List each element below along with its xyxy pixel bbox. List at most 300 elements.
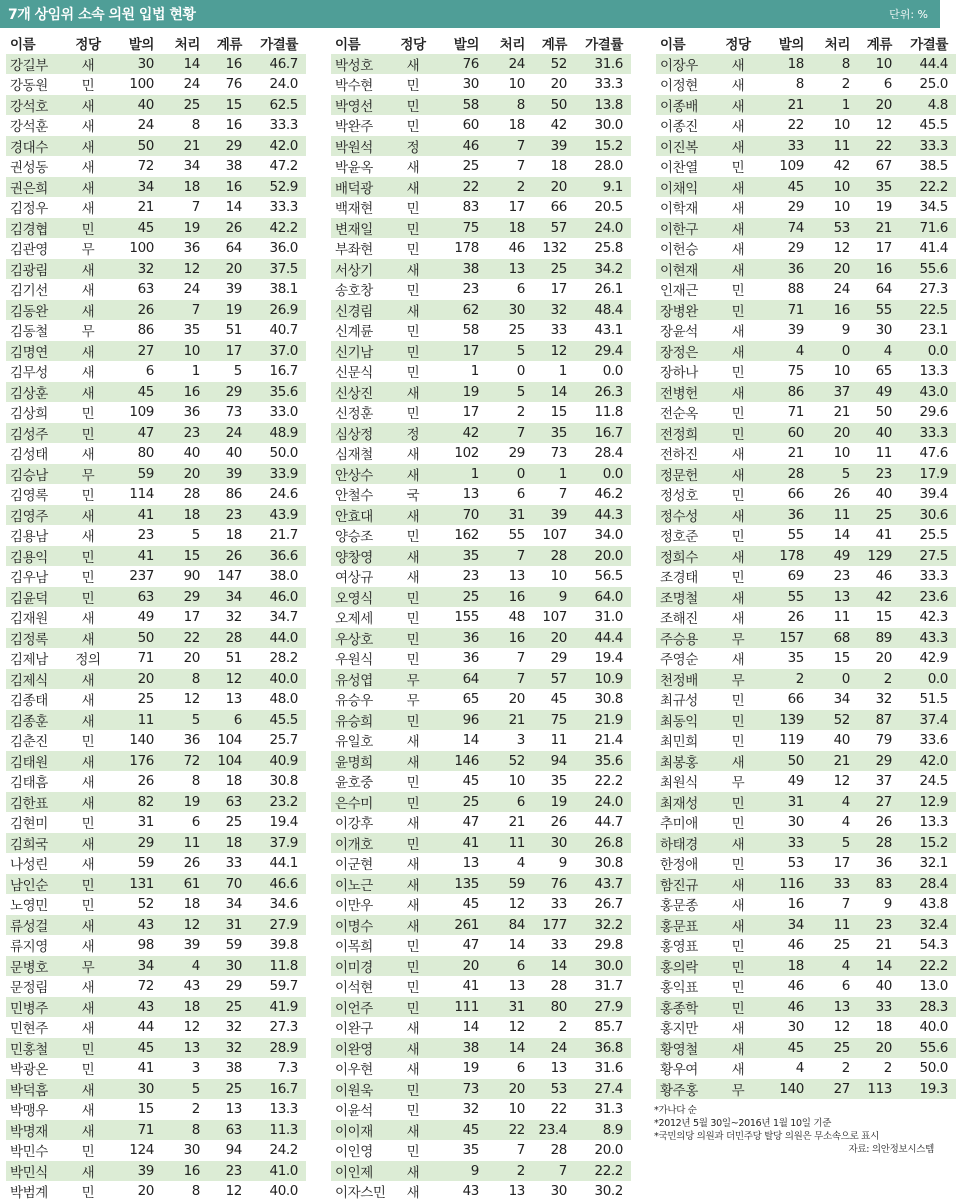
table-cell: 이현재 <box>660 262 698 279</box>
table-cell: 44 <box>137 1019 154 1036</box>
table-cell: 24.6 <box>269 486 298 503</box>
table-cell: 27.4 <box>594 1080 623 1097</box>
table-cell: 47.2 <box>269 158 298 175</box>
table-cell: 107 <box>542 527 567 544</box>
table-cell: 12 <box>833 1019 850 1036</box>
table-cell: 16 <box>833 301 850 318</box>
column-header: 정당 <box>400 37 426 54</box>
table-cell: 50.0 <box>269 445 298 462</box>
table-cell: 민 <box>731 570 745 587</box>
table-row <box>331 915 631 936</box>
table-cell: 46 <box>462 137 479 154</box>
table-cell: 21.9 <box>594 711 623 728</box>
table-cell: 12 <box>508 1019 525 1036</box>
table-cell: 28.4 <box>594 445 623 462</box>
table-cell: 94 <box>225 1142 242 1159</box>
table-cell: 40 <box>137 96 154 113</box>
table-cell: 17 <box>833 855 850 872</box>
table-cell: 41 <box>462 834 479 851</box>
table-row <box>331 464 631 485</box>
table-cell: 20 <box>833 424 850 441</box>
table-cell: 28.0 <box>594 158 623 175</box>
unit-label: 단위: % <box>889 8 928 21</box>
table-cell: 20 <box>183 465 200 482</box>
column-header: 가결률 <box>260 37 298 54</box>
table-cell: 39 <box>137 1162 154 1179</box>
table-cell: 8 <box>191 773 200 790</box>
table-row <box>331 197 631 218</box>
table-cell: 0.0 <box>927 342 948 359</box>
table-row <box>656 874 956 895</box>
table-cell: 25 <box>462 588 479 605</box>
table-cell: 25 <box>833 937 850 954</box>
table-header-row <box>6 33 306 54</box>
table-row <box>6 751 306 772</box>
table-cell: 새 <box>731 836 745 853</box>
table-cell: 30 <box>787 814 804 831</box>
table-row <box>6 115 306 136</box>
table-row <box>656 730 956 751</box>
table-cell: 104 <box>217 752 242 769</box>
table-cell: 13 <box>833 588 850 605</box>
table-cell: 민 <box>406 795 420 812</box>
table-cell: 전하진 <box>660 447 698 464</box>
column-header: 계류 <box>541 37 567 54</box>
table-cell: 80 <box>550 998 567 1015</box>
table-cell: 배덕광 <box>335 180 373 197</box>
table-row <box>6 894 306 915</box>
table-cell: 63 <box>137 281 154 298</box>
table-cell: 36 <box>183 404 200 421</box>
table-cell: 22 <box>550 1101 567 1118</box>
table-cell: 61 <box>183 875 200 892</box>
table-cell: 50 <box>787 752 804 769</box>
table-cell: 추미애 <box>660 816 698 833</box>
table-cell: 7 <box>516 158 525 175</box>
table-row <box>6 95 306 116</box>
table-cell: 김동철 <box>10 324 48 341</box>
table-cell: 4.8 <box>927 96 948 113</box>
table-cell: 이강후 <box>335 816 373 833</box>
table-cell: 28.9 <box>269 1039 298 1056</box>
table-row <box>656 689 956 710</box>
table-cell: 5 <box>191 1080 200 1097</box>
table-row <box>6 1079 306 1100</box>
table-cell: 최원식 <box>660 775 698 792</box>
table-cell: 5 <box>191 711 200 728</box>
table-cell: 16.7 <box>269 1080 298 1097</box>
table-row <box>331 443 631 464</box>
table-cell: 23.4 <box>538 1121 567 1138</box>
table-cell: 7 <box>558 1162 567 1179</box>
table-row <box>331 1017 631 1038</box>
table-cell: 33.3 <box>919 424 948 441</box>
table-row <box>6 997 306 1018</box>
table-row <box>331 423 631 444</box>
table-cell: 45 <box>787 1039 804 1056</box>
table-cell: 49 <box>137 609 154 626</box>
table-cell: 민 <box>406 631 420 648</box>
table-cell: 45 <box>137 1039 154 1056</box>
table-cell: 27.9 <box>594 998 623 1015</box>
table-cell: 34.0 <box>594 527 623 544</box>
table-cell: 46 <box>787 998 804 1015</box>
table-cell: 박민식 <box>10 1164 48 1181</box>
table-row <box>656 546 956 567</box>
table-cell: 45 <box>787 178 804 195</box>
table-cell: 71 <box>787 404 804 421</box>
table-row <box>6 341 306 362</box>
table-cell: 민 <box>81 78 95 95</box>
table-row <box>656 587 956 608</box>
table-cell: 13 <box>225 691 242 708</box>
table-cell: 13 <box>462 855 479 872</box>
table-cell: 33.0 <box>269 404 298 421</box>
table-row <box>6 874 306 895</box>
table-cell: 41 <box>462 978 479 995</box>
table-cell: 28.3 <box>919 998 948 1015</box>
table-cell: 31.6 <box>594 55 623 72</box>
table-row <box>6 956 306 977</box>
table-cell: 16 <box>508 588 525 605</box>
table-cell: 116 <box>779 875 804 892</box>
table-cell: 20 <box>137 1183 154 1200</box>
table-cell: 35 <box>550 424 567 441</box>
table-cell: 30.0 <box>594 117 623 134</box>
table-cell: 7 <box>516 670 525 687</box>
table-cell: 황우여 <box>660 1062 698 1079</box>
table-cell: 32.2 <box>594 916 623 933</box>
table-cell: 14 <box>225 199 242 216</box>
table-cell: 124 <box>129 1142 154 1159</box>
table-cell: 100 <box>129 76 154 93</box>
table-row <box>656 566 956 587</box>
table-row <box>6 361 306 382</box>
table-cell: 66 <box>787 691 804 708</box>
table-cell: 45 <box>137 219 154 236</box>
table-cell: 17 <box>462 404 479 421</box>
table-cell: 33.3 <box>269 199 298 216</box>
table-row <box>656 1017 956 1038</box>
table-cell: 민 <box>731 488 745 505</box>
column-header: 이름 <box>10 37 36 54</box>
table-cell: 129 <box>867 547 892 564</box>
table-cell: 새 <box>81 365 95 382</box>
table-cell: 2 <box>883 1060 892 1077</box>
table-cell: 27.3 <box>269 1019 298 1036</box>
table-cell: 민 <box>406 713 420 730</box>
table-cell: 0.0 <box>602 363 623 380</box>
table-cell: 36 <box>787 506 804 523</box>
table-cell: 강길부 <box>10 57 48 74</box>
table-cell: 12 <box>833 773 850 790</box>
table-cell: 69 <box>787 568 804 585</box>
table-cell: 여상규 <box>335 570 373 587</box>
table-cell: 18 <box>225 834 242 851</box>
table-cell: 장정은 <box>660 344 698 361</box>
table-cell: 21 <box>787 445 804 462</box>
table-cell: 새 <box>731 201 745 218</box>
table-cell: 32 <box>550 301 567 318</box>
table-cell: 12 <box>508 896 525 913</box>
table-cell: 김상훈 <box>10 385 48 402</box>
table-cell: 6 <box>516 1060 525 1077</box>
table-cell: 11 <box>833 137 850 154</box>
table-cell: 민 <box>406 119 420 136</box>
table-cell: 18 <box>183 896 200 913</box>
table-cell: 63 <box>225 793 242 810</box>
table-cell: 새 <box>731 242 745 259</box>
table-cell: 18 <box>508 219 525 236</box>
table-cell: 10.9 <box>594 670 623 687</box>
table-cell: 민 <box>406 836 420 853</box>
table-cell: 4 <box>841 793 850 810</box>
table-cell: 13 <box>508 568 525 585</box>
table-cell: 2 <box>841 1060 850 1077</box>
table-cell: 새 <box>81 939 95 956</box>
table-cell: 38 <box>462 1039 479 1056</box>
table-cell: 31.6 <box>594 1060 623 1077</box>
table-cell: 23 <box>183 424 200 441</box>
table-cell: 12.9 <box>919 793 948 810</box>
table-cell: 34.2 <box>594 260 623 277</box>
table-cell: 10 <box>833 363 850 380</box>
table-cell: 새 <box>81 303 95 320</box>
table-row <box>656 484 956 505</box>
table-cell: 이헌승 <box>660 242 698 259</box>
table-row <box>6 197 306 218</box>
table-cell: 14 <box>508 937 525 954</box>
table-row <box>656 259 956 280</box>
table-cell: 33 <box>550 937 567 954</box>
table-cell: 12 <box>183 260 200 277</box>
table-cell: 김현미 <box>10 816 48 833</box>
table-cell: 31 <box>508 506 525 523</box>
table-row <box>6 628 306 649</box>
table-cell: 김종태 <box>10 693 48 710</box>
table-cell: 40.0 <box>919 1019 948 1036</box>
table-cell: 40 <box>183 445 200 462</box>
table-cell: 100 <box>129 240 154 257</box>
table-cell: 35 <box>875 178 892 195</box>
table-cell: 신문식 <box>335 365 373 382</box>
table-cell: 남인순 <box>10 877 48 894</box>
table-cell: 새 <box>731 898 745 915</box>
table-cell: 나성린 <box>10 857 48 874</box>
table-cell: 34.6 <box>269 896 298 913</box>
table-cell: 85.7 <box>594 1019 623 1036</box>
table-cell: 민 <box>406 1144 420 1161</box>
table-cell: 안상수 <box>335 467 373 484</box>
table-cell: 33.3 <box>594 76 623 93</box>
table-cell: 22.2 <box>594 773 623 790</box>
table-cell: 132 <box>542 240 567 257</box>
table-row <box>6 976 306 997</box>
table-cell: 64 <box>462 670 479 687</box>
table-cell: 23 <box>462 568 479 585</box>
table-cell: 22 <box>787 117 804 134</box>
table-cell: 25 <box>225 814 242 831</box>
table-cell: 24 <box>833 281 850 298</box>
table-cell: 30 <box>183 1142 200 1159</box>
table-cell: 11.8 <box>594 404 623 421</box>
table-cell: 새 <box>81 283 95 300</box>
table-header-row <box>331 33 631 54</box>
table-cell: 36 <box>183 732 200 749</box>
table-row <box>331 976 631 997</box>
table-cell: 48.9 <box>269 424 298 441</box>
table-row <box>656 1058 956 1079</box>
table-cell: 유일호 <box>335 734 373 751</box>
table-cell: 18 <box>225 773 242 790</box>
footnote: *국민의당 의원과 더민주당 탈당 의원은 무소속으로 표시 <box>654 1131 879 1142</box>
table-cell: 46 <box>787 937 804 954</box>
table-cell: 우상호 <box>335 631 373 648</box>
table-cell: 23 <box>137 527 154 544</box>
table-cell: 새 <box>406 467 420 484</box>
table-cell: 33.3 <box>919 137 948 154</box>
table-cell: 22 <box>183 629 200 646</box>
table-cell: 146 <box>454 752 479 769</box>
table-row <box>656 361 956 382</box>
table-cell: 김성주 <box>10 426 48 443</box>
table-cell: 46.6 <box>269 875 298 892</box>
table-cell: 140 <box>779 1080 804 1097</box>
table-cell: 162 <box>454 527 479 544</box>
table-cell: 2 <box>516 404 525 421</box>
table-cell: 14 <box>875 957 892 974</box>
table-cell: 23 <box>875 465 892 482</box>
table-cell: 19.4 <box>594 650 623 667</box>
table-cell: 21 <box>508 711 525 728</box>
table-cell: 58 <box>462 322 479 339</box>
table-cell: 59 <box>137 855 154 872</box>
table-cell: 양승조 <box>335 529 373 546</box>
table-cell: 김우남 <box>10 570 48 587</box>
table-cell: 39.4 <box>919 486 948 503</box>
column-header: 발의 <box>128 37 154 54</box>
table-cell: 새 <box>81 775 95 792</box>
table-cell: 민 <box>81 1041 95 1058</box>
table-cell: 이군현 <box>335 857 373 874</box>
table-cell: 정의 <box>75 652 101 669</box>
table-row <box>656 177 956 198</box>
table-cell: 33 <box>550 322 567 339</box>
table-cell: 86 <box>787 383 804 400</box>
table-cell: 27 <box>875 793 892 810</box>
table-cell: 13 <box>225 1101 242 1118</box>
table-row <box>6 443 306 464</box>
table-cell: 21 <box>508 814 525 831</box>
table-cell: 44.0 <box>269 629 298 646</box>
table-cell: 10 <box>833 445 850 462</box>
table-row <box>656 505 956 526</box>
table-cell: 류지영 <box>10 939 48 956</box>
table-cell: 민 <box>731 1000 745 1017</box>
table-row <box>331 546 631 567</box>
table-cell: 30 <box>462 76 479 93</box>
table-cell: 24 <box>137 117 154 134</box>
table-cell: 26.7 <box>594 896 623 913</box>
table-cell: 윤호중 <box>335 775 373 792</box>
table-cell: 무 <box>81 959 95 976</box>
table-row <box>6 423 306 444</box>
table-cell: 72 <box>137 158 154 175</box>
table-cell: 민 <box>81 406 95 423</box>
table-cell: 12 <box>183 691 200 708</box>
table-cell: 새 <box>81 508 95 525</box>
table-cell: 18 <box>508 117 525 134</box>
table-cell: 40 <box>875 424 892 441</box>
table-cell: 6 <box>841 978 850 995</box>
table-cell: 34 <box>137 178 154 195</box>
table-cell: 새 <box>81 57 95 74</box>
table-cell: 90 <box>183 568 200 585</box>
table-cell: 민 <box>406 242 420 259</box>
table-row <box>656 833 956 854</box>
table-row <box>656 956 956 977</box>
table-cell: 26 <box>225 219 242 236</box>
table-cell: 민 <box>406 1000 420 1017</box>
table-row <box>6 1140 306 1161</box>
table-cell: 76 <box>225 76 242 93</box>
table-cell: 33 <box>833 875 850 892</box>
table-cell: 0 <box>516 363 525 380</box>
table-cell: 41.0 <box>269 1162 298 1179</box>
table-cell: 민 <box>731 529 745 546</box>
table-cell: 김정우 <box>10 201 48 218</box>
table-cell: 새 <box>81 1000 95 1017</box>
table-cell: 5 <box>841 465 850 482</box>
table-cell: 16 <box>183 383 200 400</box>
table-cell: 김종훈 <box>10 713 48 730</box>
table-cell: 20.0 <box>594 1142 623 1159</box>
table-cell: 9.1 <box>602 178 623 195</box>
table-cell: 이인제 <box>335 1164 373 1181</box>
table-cell: 41 <box>137 547 154 564</box>
table-cell: 2 <box>516 1162 525 1179</box>
table-cell: 30 <box>508 301 525 318</box>
table-cell: 박덕흠 <box>10 1082 48 1099</box>
table-row <box>656 525 956 546</box>
column-header: 계류 <box>866 37 892 54</box>
table-cell: 25 <box>550 260 567 277</box>
table-cell: 79 <box>875 732 892 749</box>
table-cell: 4 <box>841 814 850 831</box>
table-cell: 강석호 <box>10 98 48 115</box>
column-header: 발의 <box>778 37 804 54</box>
table-row <box>331 505 631 526</box>
table-cell: 박원석 <box>335 139 373 156</box>
table-cell: 김윤덕 <box>10 590 48 607</box>
table-cell: 이목희 <box>335 939 373 956</box>
table-cell: 박맹우 <box>10 1103 48 1120</box>
table-cell: 35.6 <box>594 752 623 769</box>
table-cell: 43 <box>462 1183 479 1200</box>
table-row <box>656 300 956 321</box>
table-cell: 60 <box>787 424 804 441</box>
table-cell: 39 <box>225 281 242 298</box>
table-cell: 이장우 <box>660 57 698 74</box>
table-cell: 최재성 <box>660 795 698 812</box>
table-cell: 이우현 <box>335 1062 373 1079</box>
table-cell: 12 <box>833 240 850 257</box>
table-cell: 6 <box>516 793 525 810</box>
table-cell: 14 <box>550 957 567 974</box>
table-row <box>656 320 956 341</box>
table-cell: 178 <box>454 240 479 257</box>
table-row <box>656 648 956 669</box>
